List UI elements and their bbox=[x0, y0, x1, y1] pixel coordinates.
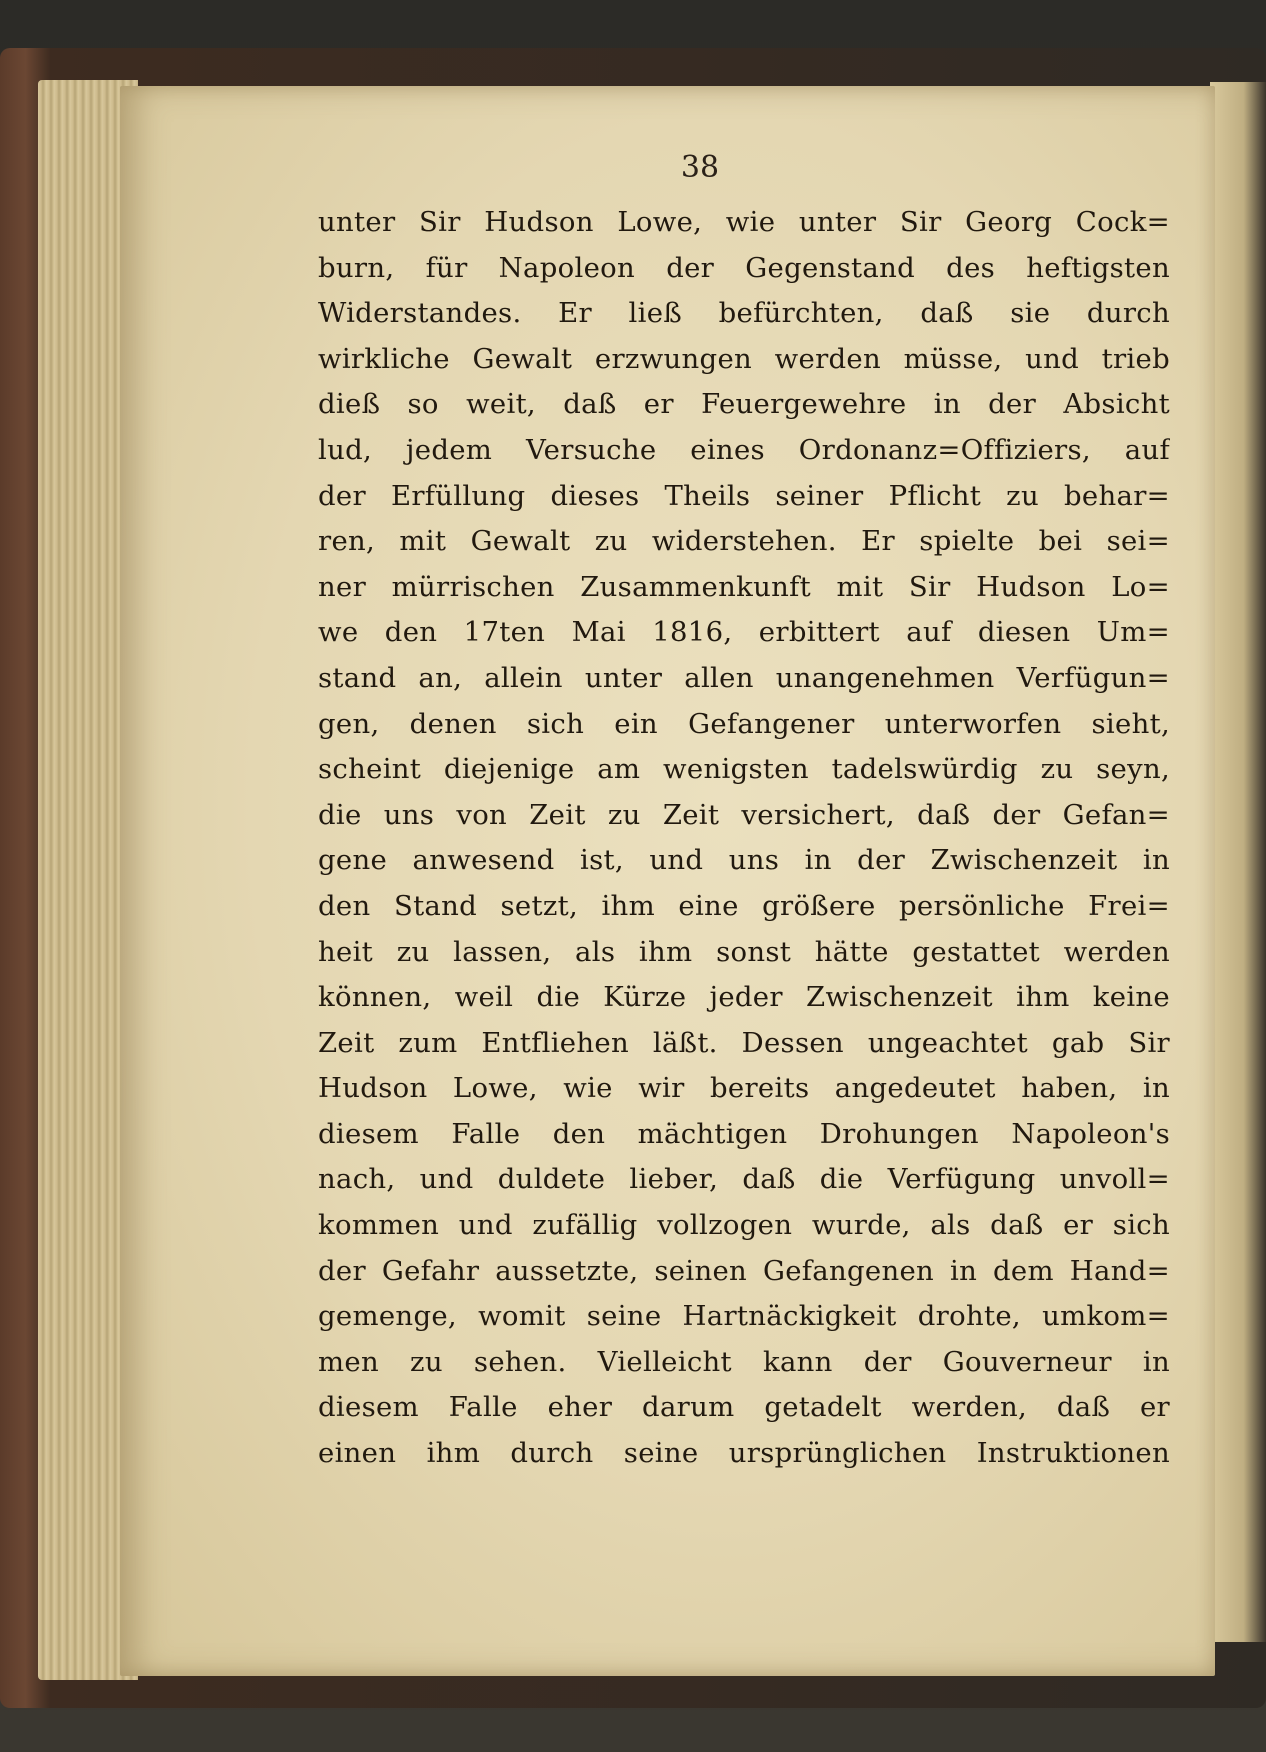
text-line: der Gefahr aussetzte, seinen Gefangenen in dem Hand= bbox=[318, 1254, 1170, 1287]
text-line: burn, für Napoleon der Gegenstand des heftigsten bbox=[318, 251, 1170, 284]
text-line: we den 17ten Mai 1816, erbittert auf diesen Um= bbox=[318, 616, 1170, 649]
text-line: gene anwesend ist, und uns in der Zwischenzeit in bbox=[318, 844, 1170, 877]
page-number: 38 bbox=[680, 150, 720, 185]
text-line: lud, jedem Versuche eines Ordonanz=Offiziers, auf bbox=[318, 433, 1170, 466]
text-line: können, weil die Kürze jeder Zwischenzeit ihm keine bbox=[318, 981, 1170, 1014]
text-line: dieß so weit, daß er Feuergewehre in der Absicht bbox=[318, 388, 1170, 421]
facing-page-edge bbox=[1210, 82, 1266, 1642]
text-line: scheint diejenige am wenigsten tadelswürdig zu seyn, bbox=[318, 753, 1170, 786]
text-line: nach, und duldete lieber, daß die Verfügung unvoll= bbox=[318, 1163, 1170, 1196]
text-line: diesem Falle den mächtigen Drohungen Napoleon's bbox=[318, 1117, 1170, 1150]
text-line: Zeit zum Entfliehen läßt. Dessen ungeachtet gab Sir bbox=[318, 1026, 1170, 1059]
page-text bbox=[318, 200, 1170, 1477]
text-line: einen ihm durch seine ursprünglichen Instruktionen bbox=[318, 1437, 1170, 1470]
text-line: ner mürrischen Zusammenkunft mit Sir Hudson Lo= bbox=[318, 570, 1170, 603]
text-line: gemenge, womit seine Hartnäckigkeit drohte, umkom= bbox=[318, 1300, 1170, 1333]
text-line: Widerstandes. Er ließ befürchten, daß sie durch bbox=[318, 297, 1170, 330]
text-line: heit zu lassen, als ihm sonst hätte gestattet werden bbox=[318, 935, 1170, 968]
text-line: gen, denen sich ein Gefangener unterworfen sieht, bbox=[318, 707, 1170, 740]
text-line: kommen und zufällig vollzogen wurde, als daß er sich bbox=[318, 1209, 1170, 1242]
text-line: stand an, allein unter allen unangenehmen Verfügun= bbox=[318, 661, 1170, 694]
text-line: unter Sir Hudson Lowe, wie unter Sir Georg Cock= bbox=[318, 206, 1170, 238]
text-line: die uns von Zeit zu Zeit versichert, daß der Gefan= bbox=[318, 798, 1170, 831]
text-line: ren, mit Gewalt zu widerstehen. Er spielte bei sei= bbox=[318, 525, 1170, 558]
text-line: diesem Falle eher darum getadelt werden, daß er bbox=[318, 1391, 1170, 1424]
text-line: der Erfüllung dieses Theils seiner Pflicht zu behar= bbox=[318, 479, 1170, 512]
text-line: den Stand setzt, ihm eine größere persönliche Frei= bbox=[318, 889, 1170, 922]
text-line: wirkliche Gewalt erzwungen werden müsse, und trieb bbox=[318, 342, 1170, 375]
text-line: men zu sehen. Vielleicht kann der Gouverneur in bbox=[318, 1345, 1170, 1378]
text-line: Hudson Lowe, wie wir bereits angedeutet haben, in bbox=[318, 1072, 1170, 1105]
